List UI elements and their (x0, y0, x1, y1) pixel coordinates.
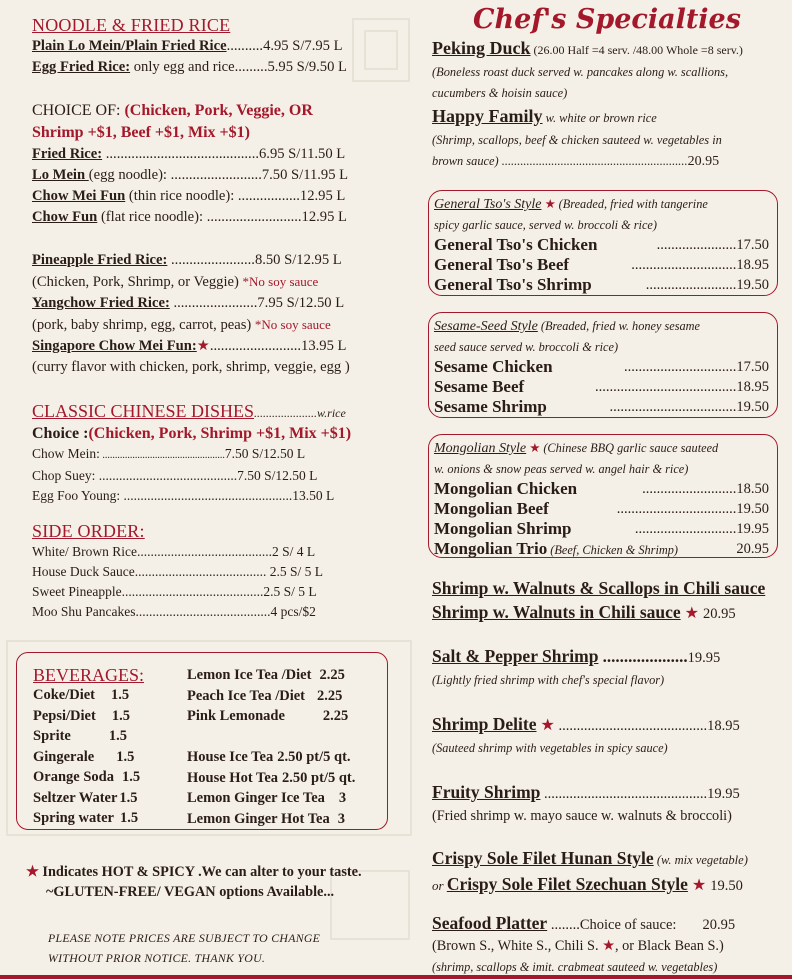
item-label: Egg Fried Rice: (32, 59, 131, 75)
menu-item (434, 275, 769, 295)
item-description: (curry flavor with chicken, pork, shrimp, veggie, egg ) (32, 359, 350, 375)
price-disclaimer (48, 928, 388, 968)
item-price: (egg noodle): .........................7.50 S/11.95 L (88, 167, 349, 183)
item-price: 19.95 (687, 650, 721, 666)
desc-text: (pork, baby shrimp, egg, carrot, peas) (32, 317, 252, 333)
item-dots: .................................................. (120, 488, 293, 503)
item-description (432, 936, 788, 957)
item-price: .......................7.95 S/12.50 L (169, 295, 345, 311)
item-sub: w. white or brown rice (542, 111, 657, 125)
menu-item (32, 542, 394, 562)
item-label: House Duck Sauce (32, 564, 135, 579)
beverage-item (33, 808, 183, 829)
item-price: 4 pcs/$2 (270, 604, 316, 619)
menu-item (32, 57, 394, 78)
item-price: 2.5 S/ 5 L (269, 564, 323, 579)
beverage-item (187, 665, 387, 686)
classic-section-title (32, 400, 394, 424)
beverage-price: 2.50 pt/5 qt. (277, 749, 351, 765)
item-name: Sesame Beef (434, 377, 525, 396)
menu-item (32, 602, 394, 622)
beverage-item (187, 706, 387, 727)
item-price: .........................13.95 L (209, 338, 347, 354)
beverage-item (33, 788, 183, 809)
beverage-price: 2.25 (317, 687, 343, 704)
beverage-price: 3 (338, 790, 347, 806)
beverage-name: Gingerale (33, 748, 95, 765)
item-label: Fried Rice: (32, 146, 103, 162)
price-value: 18.50 (736, 481, 769, 497)
item-price: 7.50 S/12.50 L (237, 468, 318, 483)
item-name: Shrimp Delite (432, 714, 537, 734)
beverage-price: 1.5 (111, 687, 130, 703)
item-dots: .................... (598, 647, 688, 666)
item-description: (Sauteed shrimp with vegetables in spicy sauce) (432, 741, 668, 755)
menu-item (434, 357, 769, 377)
menu-item (432, 36, 790, 62)
spicy-star-icon: ★ (544, 197, 556, 211)
price-value: 18.95 (736, 257, 769, 273)
item-name: Peking Duck (432, 38, 531, 58)
menu-item (432, 872, 788, 898)
item-label: Chop Suey: (32, 468, 96, 483)
item-label: Singapore Chow Mei Fun: (32, 338, 197, 354)
classic-title: CLASSIC CHINESE DISHES (32, 401, 255, 421)
item-price: 13.50 L (292, 488, 335, 503)
menu-item (434, 479, 769, 499)
style-header (434, 194, 769, 215)
item-price: ..........................18.50 (642, 481, 769, 497)
desc-text: (Brown S., White S., Chili S. (432, 938, 603, 954)
style-title: Sesame-Seed Style (434, 319, 538, 334)
item-description: (Shrimp, scallops, beef & chicken sauteed w. vegetables in (432, 133, 722, 147)
item-choice: ........Choice of sauce: (547, 917, 677, 933)
classic-tail: .....................w.rice (254, 406, 346, 420)
spicy-star-icon: ★ (196, 338, 210, 354)
beverage-price: 1.5 (121, 769, 141, 785)
beverage-price: 1.5 (108, 728, 127, 744)
beverage-item (33, 726, 183, 747)
item-sub: (Beef, Chicken & Shrimp) (547, 543, 678, 557)
price-value: 17.50 (736, 237, 769, 253)
item-price: 20.95 (687, 154, 720, 169)
item-description: (Fried shrimp w. mayo sauce w. walnuts & broccoli) (432, 808, 732, 824)
beverage-name: Lemon Ginger Ice Tea (187, 790, 325, 806)
item-description (32, 314, 394, 336)
item-price: 19.50 (710, 878, 743, 894)
shrimp-delite (432, 712, 788, 759)
beverages-right-list (187, 665, 387, 829)
item-name: Mongolian Shrimp (434, 519, 572, 538)
item-price: 18.95 (707, 718, 740, 734)
beverage-name: House Hot Tea (187, 769, 279, 786)
item-price: only egg and rice.........5.95 S/9.50 L (130, 59, 347, 75)
item-price: 19.95 (707, 786, 740, 802)
beverage-item (187, 788, 387, 809)
seafood-platter (432, 912, 788, 978)
menu-item (434, 397, 769, 417)
item-label: Egg Foo Young: (32, 488, 121, 503)
spicy-star-icon: ★ (691, 877, 707, 894)
menu-item (434, 235, 769, 255)
beverage-name: House Ice Tea (187, 749, 274, 765)
menu-item (32, 144, 394, 165)
item-label: White/ Brown Rice (32, 544, 137, 559)
item-price: ...................................19.50 (609, 399, 769, 415)
item-label: Sweet Pineapple (32, 584, 122, 599)
style-title: General Tso's Style (434, 197, 542, 212)
item-name: Salt & Pepper Shrimp (432, 646, 599, 666)
menu-item (32, 207, 394, 228)
item-name: Fruity Shrimp (432, 782, 541, 802)
item-dots: ............................................. (540, 786, 708, 802)
beverage-price: 1.5 (119, 810, 139, 826)
menu-item (432, 104, 790, 130)
beverage-item-empty (187, 727, 387, 748)
item-name: Mongolian Beef (434, 499, 549, 518)
item-name: Shrimp w. Walnuts in Chili sauce (432, 602, 681, 622)
beverage-price: 1.5 (116, 748, 135, 765)
menu-item (432, 912, 788, 936)
menu-item (32, 165, 394, 186)
item-label: Moo Shu Pancakes (32, 604, 136, 619)
item-price: (flat rice noodle): ..........................12.95 L (97, 209, 347, 225)
price-value: 19.50 (736, 399, 769, 415)
bottom-accent-bar (0, 975, 792, 979)
beverage-name: Spring water (33, 810, 114, 826)
choice-prefix: CHOICE OF: (32, 102, 125, 119)
item-price: .......................................18.95 (595, 379, 769, 395)
item-name: Sesame Shrimp (434, 397, 547, 416)
item-price: (thin rice noodle): .................12.95 L (125, 188, 346, 204)
item-sub: (w. mix vegetable) (653, 853, 748, 867)
walnut-shrimp-items (432, 576, 788, 626)
beverage-item (33, 747, 183, 768)
left-column (32, 14, 394, 622)
item-name: Mongolian Chicken (434, 479, 578, 498)
menu-item (32, 36, 394, 57)
menu-item (32, 582, 394, 602)
general-tso-box (428, 190, 778, 296)
style-desc: (Breaded, fried with tangerine (555, 197, 708, 211)
beverages-title: BEVERAGES: (33, 665, 145, 685)
choice-line (32, 100, 394, 122)
item-label: Plain Lo Mein/Plain Fried Rice (32, 38, 227, 54)
menu-item (434, 255, 769, 275)
beverage-price: 2.50 pt/5 qt. (282, 769, 356, 786)
style-desc: (Chinese BBQ garlic sauce sauteed (540, 441, 719, 455)
item-price: 2 S/ 4 L (271, 544, 316, 559)
item-name: General Tso's Shrimp (434, 275, 592, 294)
chef-top-block (424, 36, 790, 172)
beverage-item (33, 767, 183, 788)
price-value: 19.50 (736, 501, 769, 517)
beverage-name: Orange Soda (33, 769, 114, 785)
beverage-name: Lemon Ice Tea /Diet (187, 667, 312, 683)
spicy-star-icon: ★ (26, 864, 39, 880)
item-price: .................................19.50 (616, 501, 769, 517)
item-dots: ................................................. (99, 450, 225, 461)
item-price: .............................18.95 (631, 257, 769, 273)
mongolian-box (428, 434, 778, 558)
crispy-sole (432, 846, 788, 898)
item-label: Chow Mein: (32, 446, 100, 461)
spicy-star-icon: ★ (602, 938, 615, 954)
menu-item (32, 186, 394, 207)
item-price: ...............................17.50 (624, 359, 769, 375)
choice-options-cont: Shrimp +$1, Beef +$1, Mix +$1) (32, 124, 250, 141)
style-desc: spicy garlic sauce, served w. broccoli & rice) (434, 218, 657, 232)
item-price: 20.95 (702, 606, 736, 622)
beverage-item (33, 706, 183, 727)
style-header (434, 316, 769, 337)
item-name: General Tso's Beef (434, 255, 570, 274)
menu-item (434, 377, 769, 397)
menu-item (432, 712, 788, 738)
menu-item (32, 562, 394, 582)
no-soy-note: *No soy sauce (254, 317, 331, 332)
side-section-title: SIDE ORDER: (32, 521, 145, 541)
beverage-name: Lemon Ginger Hot Tea (187, 810, 330, 827)
spicy-star-icon: ★ (529, 441, 541, 455)
item-name: Shrimp w. Walnuts & Scallops in Chili sauce (432, 578, 766, 598)
beverage-name: Peach Ice Tea /Diet (187, 687, 305, 704)
item-name: Sesame Chicken (434, 357, 553, 376)
item-label: Lo Mein (32, 167, 89, 183)
chef-specialties-title: Chef's Specialties (473, 4, 741, 35)
menu-item (434, 519, 769, 539)
menu-item (32, 444, 394, 466)
style-desc: w. onions & snow peas served w. angel hair & rice) (434, 462, 689, 476)
gluten-note-line: ~GLUTEN-FREE/ VEGAN options Available... (46, 884, 335, 900)
hot-note-line (26, 862, 406, 882)
item-name: Crispy Sole Filet Szechuan Style (446, 874, 688, 894)
item-price: ......................17.50 (656, 237, 769, 253)
price-value: 17.50 (736, 359, 769, 375)
item-label: Yangchow Fried Rice: (32, 295, 170, 311)
style-header (434, 438, 769, 459)
or-text: or (432, 878, 447, 893)
item-label: Pineapple Fried Rice: (32, 252, 168, 268)
item-description: (shrimp, scallops & imit. crabmeat sauteed w. vegetables) (432, 960, 718, 974)
beverage-item (187, 686, 387, 707)
item-price: 20.95 (702, 917, 736, 933)
desc-text: brown sauce) ............................................................ (432, 154, 688, 168)
choice-options: (Chicken, Pork, Shrimp +$1, Mix +$1) (88, 425, 352, 442)
choice-prefix: Choice : (32, 425, 89, 442)
item-dots: ....................................... (134, 564, 270, 579)
style-desc: seed sauce served w. broccoli & rice) (434, 340, 619, 354)
item-price: 2.5 S/ 5 L (263, 584, 317, 599)
beverage-item (33, 685, 183, 706)
beverage-price: 1.5 (111, 707, 130, 724)
beverage-price: 2.25 (319, 667, 345, 683)
item-label: Chow Fun (32, 209, 98, 225)
menu-item (32, 336, 394, 357)
style-desc: (Breaded, fried w. honey sesame (537, 319, 701, 333)
item-price: ..........4.95 S/7.95 L (226, 38, 343, 54)
menu-item (432, 644, 788, 670)
item-name: General Tso's Chicken (434, 235, 598, 254)
item-description (32, 271, 394, 293)
item-dots: ........................................ (136, 544, 272, 559)
beverage-item (187, 768, 387, 789)
item-dots: .......................................... (121, 584, 264, 599)
item-price: ..........................................6.95 S/11.50 L (102, 146, 346, 162)
menu-item (432, 600, 788, 626)
item-price: (26.00 Half =4 serv. /48.00 Whole =8 serv.) (530, 43, 743, 57)
item-dots: ......................................... (554, 718, 708, 734)
noodle-section-title: NOODLE & FRIED RICE (32, 15, 231, 35)
beverage-item (187, 747, 387, 768)
item-description: (Lightly fried shrimp with chef's special flavor) (432, 673, 665, 687)
item-price: .........................19.50 (645, 277, 769, 293)
menu-item (432, 846, 788, 872)
item-dots: ......................................... (95, 468, 238, 483)
beverage-price: 1.5 (119, 789, 138, 806)
price-value: 19.50 (736, 277, 769, 293)
item-description: cucumbers & hoisin sauce) (432, 86, 568, 100)
menu-item (32, 466, 394, 486)
beverage-name: Seltzer Water (33, 789, 118, 806)
item-price: 20.95 (736, 541, 769, 557)
menu-item (432, 780, 788, 806)
no-soy-note: *No soy sauce (242, 274, 319, 289)
beverages-left-list (33, 665, 183, 829)
item-description: (Boneless roast duck served w. pancakes along w. scallions, (432, 65, 729, 79)
menu-item (32, 293, 394, 314)
fruity-shrimp (432, 780, 788, 827)
item-name: Happy Family (432, 106, 543, 126)
hot-spicy-note (26, 862, 406, 902)
item-name: Seafood Platter (432, 913, 548, 933)
item-dots: ........................................ (135, 604, 271, 619)
item-price: 7.50 S/12.50 L (224, 446, 306, 461)
style-title: Mongolian Style (434, 441, 527, 456)
item-name: Crispy Sole Filet Hunan Style (432, 848, 654, 868)
hot-note-text: Indicates HOT & SPICY .We can alter to your taste. (42, 864, 362, 880)
beverage-price: 2.25 (322, 708, 349, 724)
salt-pepper-shrimp (432, 644, 788, 691)
price-value: 18.95 (736, 379, 769, 395)
item-label: Chow Mei Fun (32, 188, 126, 204)
spicy-star-icon: ★ (684, 605, 699, 622)
choice-options: (Chicken, Pork, Veggie, OR (124, 102, 313, 119)
desc-text: , or Black Bean S.) (614, 938, 724, 954)
beverages-box (16, 652, 388, 830)
item-price: .......................8.50 S/12.95 L (167, 252, 342, 268)
beverage-name: Sprite (33, 728, 71, 744)
menu-item (434, 539, 769, 560)
beverage-name: Coke/Diet (33, 687, 96, 703)
menu-item (32, 486, 394, 506)
disclaimer-line: PLEASE NOTE PRICES ARE SUBJECT TO CHANGE (48, 931, 321, 945)
spicy-star-icon: ★ (540, 717, 555, 734)
item-price: ............................19.95 (634, 521, 769, 537)
sesame-box (428, 312, 778, 418)
price-value: 19.95 (736, 521, 769, 537)
right-column (424, 4, 790, 172)
beverage-item (187, 809, 387, 830)
beverage-price: 3 (337, 810, 345, 827)
beverage-name: Pink Lemonade (187, 708, 285, 724)
beverage-name: Pepsi/Diet (33, 707, 96, 724)
desc-text: (Chicken, Pork, Shrimp, or Veggie) (32, 274, 239, 290)
menu-item (434, 499, 769, 519)
item-description (432, 151, 790, 172)
item-name: Mongolian Trio (434, 539, 548, 558)
choice-line (32, 424, 394, 444)
disclaimer-line: WITHOUT PRIOR NOTICE. THANK YOU. (48, 951, 266, 965)
menu-item (32, 250, 394, 271)
